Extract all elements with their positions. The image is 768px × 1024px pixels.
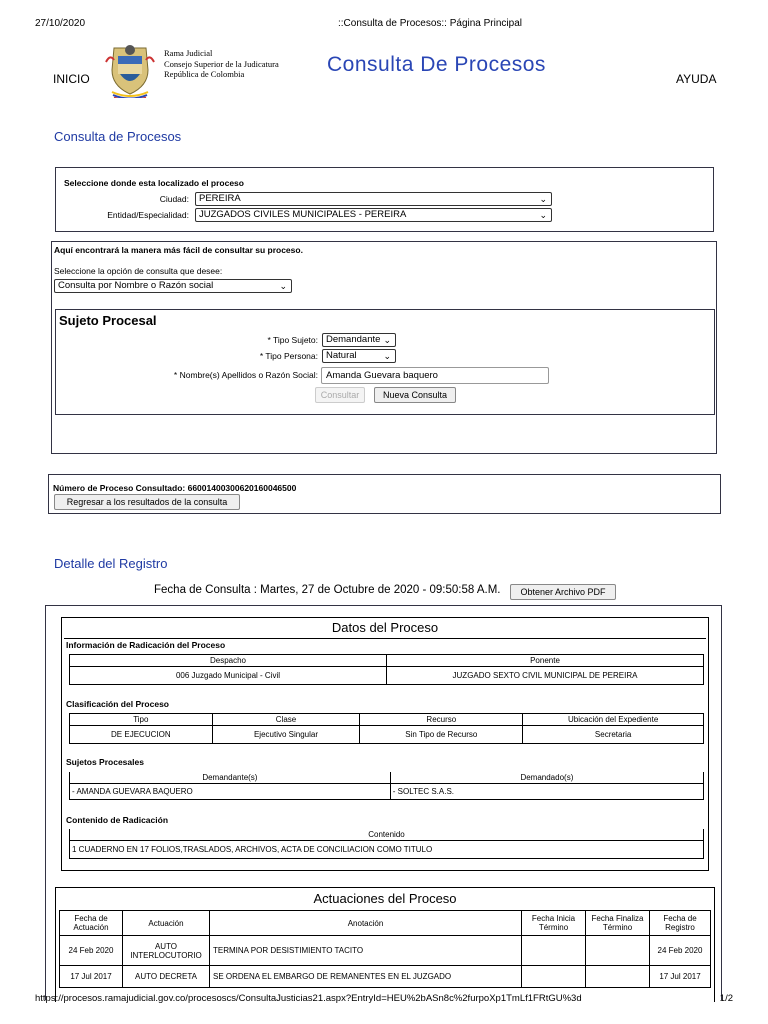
datos-proceso-panel [61,617,709,871]
print-page-title: ::Consulta de Procesos:: Página Principal [338,18,522,29]
cell-contenido: 1 CUADERNO EN 17 FOLIOS,TRASLADOS, ARCHIVOS, ACTA DE CONCILIACION COMO TITULO [70,841,704,859]
header-tipo: Tipo [70,714,213,726]
header-fecha-inicia: Fecha Inicia Término [522,911,586,936]
nombre-input[interactable]: Amanda Guevara baquero [321,367,549,384]
sujeto-procesal-panel [55,309,715,415]
header-fecha-finaliza: Fecha Finaliza Término [586,911,650,936]
intro-text: Aquí encontrará la manera más fácil de consultar su proceso. [54,245,303,255]
contenido-table [69,829,704,859]
branding-line: Rama Judicial [164,48,213,58]
ciudad-value: PEREIRA [199,193,241,204]
sujetos-title: Sujetos Procesales [66,757,144,767]
nombre-label: * Nombre(s) Apellidos o Razón Social: [173,370,318,380]
header-despacho: Despacho [70,655,387,667]
header-contenido: Contenido [70,829,704,841]
detalle-outer-panel [45,605,722,1000]
table-row [60,966,711,988]
actuaciones-title: Actuaciones del Proceso [313,891,457,906]
cell-inicia [522,936,586,966]
entidad-select[interactable] [195,208,552,222]
header-recurso: Recurso [360,714,523,726]
regresar-button[interactable]: Regresar a los resultados de la consulta [54,494,240,510]
consulta-option-select[interactable] [54,279,292,293]
header-ponente: Ponente [387,655,704,667]
tipo-persona-select[interactable] [322,349,396,363]
coat-of-arms-icon [104,42,156,98]
actuaciones-table [59,910,711,988]
tipo-sujeto-value: Demandante [326,334,381,345]
entidad-label: Entidad/Especialidad: [107,210,189,220]
chevron-down-icon: ⌄ [383,335,391,345]
site-title: Consulta De Procesos [327,53,546,76]
cell-fecha: 17 Jul 2017 [60,966,123,988]
tipo-persona-label: * Tipo Persona: [259,351,318,361]
sujeto-procesal-title: Sujeto Procesal [59,313,157,328]
ciudad-select[interactable] [195,192,552,206]
print-footer [35,993,733,1005]
ciudad-label: Ciudad: [159,194,189,204]
tipo-sujeto-label: * Tipo Sujeto: [267,335,318,345]
print-date: 27/10/2020 [35,18,86,29]
entidad-value: JUZGADOS CIVILES MUNICIPALES - PEREIRA [199,209,407,220]
cell-registro: 17 Jul 2017 [650,966,711,988]
header-demandante: Demandante(s) [70,772,391,784]
cell-finaliza [586,966,650,988]
print-url: https://procesos.ramajudicial.gov.co/procesoscs/ConsultaJusticias21.aspx?EntryId=HEU%2bASn8c%2furpoXp1TmLf1FRtGU%3d [35,993,582,1004]
cell-tipo: DE EJECUCION [70,726,213,744]
location-label: Seleccione donde esta localizado el proceso [64,178,244,188]
header-ubicacion: Ubicación del Expediente [523,714,704,726]
proceso-consultado-panel [48,474,721,514]
inicio-link[interactable]: INICIO [53,72,90,86]
radicacion-table [69,654,704,685]
header-fecha-actuacion: Fecha de Actuación [60,911,123,936]
contenido-title: Contenido de Radicación [66,815,169,825]
section-title-detalle: Detalle del Registro [54,556,168,571]
cell-clase: Ejecutivo Singular [212,726,360,744]
cell-inicia [522,966,586,988]
actuaciones-panel [55,887,715,1002]
tipo-sujeto-select[interactable] [322,333,396,347]
cell-fecha: 24 Feb 2020 [60,936,123,966]
chevron-down-icon: ⌄ [383,351,391,361]
branding-line: República de Colombia [164,69,245,79]
table-row [60,936,711,966]
fecha-consulta: Fecha de Consulta : Martes, 27 de Octubre de 2020 - 09:50:58 A.M. [154,584,501,596]
obtener-pdf-button[interactable]: Obtener Archivo PDF [510,584,616,600]
cell-anotacion: SE ORDENA EL EMBARGO DE REMANENTES EN EL JUZGADO [210,966,522,988]
branding-line: Consejo Superior de la Judicatura [164,58,279,69]
sujetos-table [69,772,704,800]
header-clase: Clase [212,714,360,726]
branding-text [164,48,279,80]
cell-finaliza [586,936,650,966]
cell-actuacion: AUTO INTERLOCUTORIO [123,936,210,966]
section-title-consulta: Consulta de Procesos [54,129,182,144]
site-header [0,40,768,102]
cell-actuacion: AUTO DECRETA [123,966,210,988]
datos-proceso-title: Datos del Proceso [331,620,439,635]
ayuda-link[interactable]: AYUDA [676,72,717,86]
chevron-down-icon: ⌄ [279,281,287,291]
consulta-panel [51,241,717,454]
cell-demandante: - AMANDA GUEVARA BAQUERO [70,784,391,800]
cell-ponente: JUZGADO SEXTO CIVIL MUNICIPAL DE PEREIRA [387,667,704,685]
cell-anotacion: TERMINA POR DESISTIMIENTO TACITO [210,936,522,966]
cell-recurso: Sin Tipo de Recurso [360,726,523,744]
header-demandado: Demandado(s) [390,772,703,784]
divider [64,638,706,639]
chevron-down-icon: ⌄ [539,210,547,220]
cell-registro: 24 Feb 2020 [650,936,711,966]
nueva-consulta-button[interactable]: Nueva Consulta [374,387,456,403]
numero-proceso: Número de Proceso Consultado: 66001400300620160046500 [53,483,297,493]
header-anotacion: Anotación [210,911,522,936]
header-fecha-registro: Fecha de Registro [650,911,711,936]
tipo-persona-value: Natural [326,350,357,361]
chevron-down-icon: ⌄ [539,194,547,204]
location-panel [55,167,714,232]
consulta-option-value: Consulta por Nombre o Razón social [58,280,214,291]
cell-ubicacion: Secretaria [523,726,704,744]
clasificacion-table [69,713,704,744]
option-label: Seleccione la opción de consulta que desee: [54,266,223,276]
cell-despacho: 006 Juzgado Municipal - Civil [70,667,387,685]
header-actuacion: Actuación [123,911,210,936]
clasificacion-title: Clasificación del Proceso [66,699,169,709]
consultar-button[interactable]: Consultar [315,387,365,403]
radicacion-title: Información de Radicación del Proceso [66,640,226,650]
print-page-number: 1/2 [719,993,733,1004]
print-header [35,18,733,32]
cell-demandado: - SOLTEC S.A.S. [390,784,703,800]
